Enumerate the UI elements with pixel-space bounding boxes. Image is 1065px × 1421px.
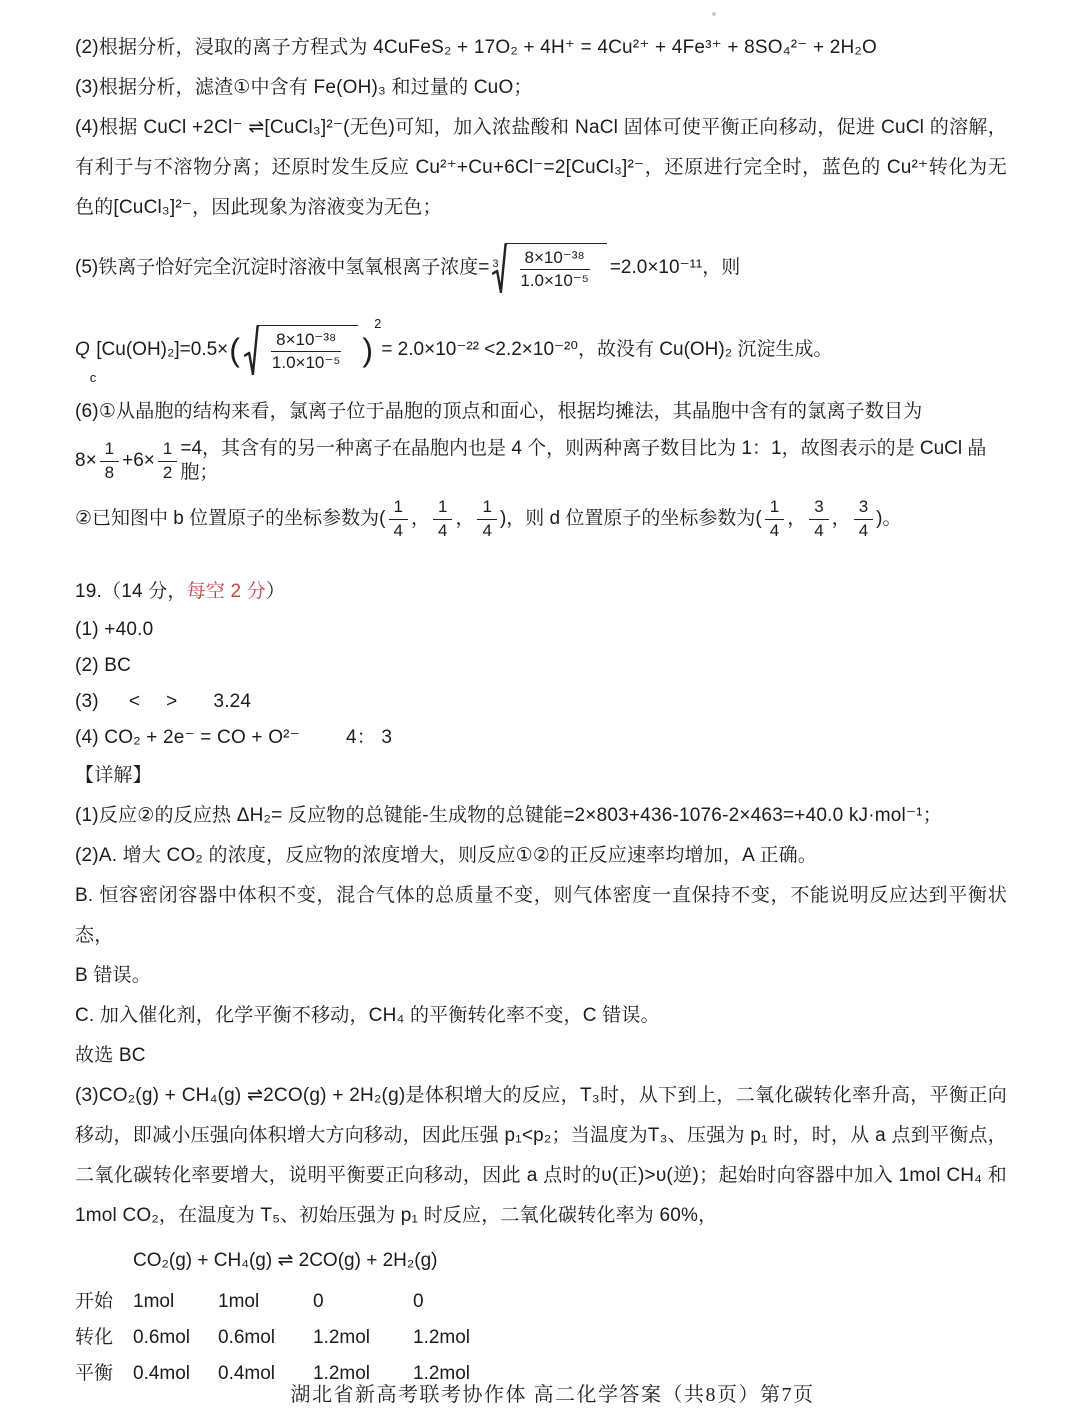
coordinate-fraction-d3: [854, 497, 873, 541]
row-label: 转化: [75, 1327, 114, 1348]
qc-symbol: Q: [75, 339, 90, 361]
q18-part3-answer: (3)根据分析，滤渣①中含有 Fe(OH)₃ 和过量的 CuO；: [75, 77, 533, 98]
coordinate-fraction-d1: [765, 497, 784, 541]
fraction-numerator: 3: [809, 497, 828, 519]
fraction-denominator: 4: [769, 520, 780, 540]
fraction-denominator: 2: [162, 462, 173, 482]
ice-equation: CO₂(g) + CH₄(g) ⇌ 2CO(g) + 2H₂(g): [133, 1250, 438, 1271]
q18-part5-qc-line: [75, 308, 1007, 392]
scan-artifact-dot: [712, 12, 716, 16]
fraction-numerator: 1: [433, 497, 452, 519]
table-row-start: [75, 1284, 1007, 1320]
cell: 1.2mol: [313, 1363, 371, 1384]
cell: 1.2mol: [413, 1363, 471, 1384]
q18-part4-answer: (4)根据 CuCl +2Cl⁻ ⇌[CuCl₃]²⁻(无色)可知，加入浓盐酸和 NaCl 固体可使平衡正向移动，促进 CuCl 的溶解，有利于与不溶物分离；还原时发生反应 Cu²⁺+Cu+6Cl⁻=2[CuCl₃]²⁻，还原进行完全时，蓝色的 Cu²⁺转化为无色的[CuCl₃]²⁻，因此现象为溶液变为无色；: [75, 117, 1007, 218]
coordinate-fraction-d2: [809, 497, 828, 541]
q19-detail-2b-cont: B 错误。: [75, 965, 151, 986]
power-exponent: 2: [374, 316, 382, 331]
q18-part6-line2: [75, 432, 1007, 490]
cell: 0.4mol: [133, 1363, 191, 1384]
row-label: 开始: [75, 1291, 114, 1312]
part5-text-after: =2.0×10⁻¹¹，则: [609, 257, 741, 279]
q19-heading-close: ）: [265, 581, 286, 602]
fraction: [267, 330, 346, 374]
radicand: [259, 325, 359, 376]
fraction: [100, 439, 119, 483]
answers-content: [75, 28, 1007, 1392]
fraction-denominator: 4: [393, 520, 403, 540]
ice-table: [75, 1238, 1007, 1392]
qc-text-after: = 2.0×10⁻²² <2.2×10⁻²⁰，故没有 Cu(OH)₂ 沉淀生成。: [381, 339, 833, 361]
close-paren: ): [362, 332, 374, 368]
answer-3-value: 3.24: [213, 691, 252, 712]
text-segment: =4，其含有的另一种离子在晶胞内也是 4 个，则两种离子数目比为 1：1，故图表示的是 CuCl 晶胞；: [180, 438, 987, 483]
q19-detail-2c: C. 加入催化剂，化学平衡不移动，CH₄ 的平衡转化率不变，C 错误。: [75, 1005, 660, 1026]
fraction-denominator: 4: [437, 520, 448, 540]
fraction-numerator: 1: [389, 497, 408, 519]
cube-root-expression: [492, 243, 607, 294]
text-segment: +6×: [122, 450, 155, 472]
radical-sign-icon: [244, 325, 259, 376]
q19-detail-2b: B. 恒容密闭容器中体积不变，混合气体的总质量不变，则气体密度一直保持不变，不能说明反应达到平衡状态，: [75, 885, 1007, 946]
text-segment: ②已知图中 b 位置原子的坐标参数为(: [75, 508, 386, 530]
q18-part6-line1: (6)①从晶胞的结构来看，氯离子位于晶胞的顶点和面心，根据均摊法，其晶胞中含有的氯离子数目为: [75, 401, 923, 422]
separator: ，: [455, 508, 475, 530]
cell: 0.4mol: [218, 1363, 276, 1384]
fraction-numerator: 1: [765, 497, 784, 519]
answer-4-ratio: 4： 3: [345, 727, 393, 748]
fraction-denominator: 8: [104, 462, 115, 482]
q19-detail-2a: (2)A. 增大 CO₂ 的浓度，反应物的浓度增大，则反应①②的正反应速率均增加，A 正确。: [75, 845, 818, 866]
answer-3-lt: <: [128, 691, 141, 712]
answer-4-equation: (4) CO₂ + 2e⁻ = CO + O²⁻: [75, 727, 300, 748]
cell: 1mol: [218, 1291, 260, 1312]
fraction-numerator: 1: [100, 439, 119, 461]
separator: ，: [787, 508, 807, 530]
text-segment: )。: [876, 508, 902, 530]
fraction-numerator: 8×10⁻³⁸: [520, 248, 590, 270]
text-segment: 8×: [75, 450, 97, 472]
answer-3-label: (3): [75, 691, 99, 712]
cell: 0: [313, 1291, 324, 1312]
answer-3-gt: >: [166, 691, 178, 712]
table-row-change: [75, 1320, 1007, 1356]
q19-answer-1: (1) +40.0: [75, 619, 154, 640]
q19-points-note: 每空 2 分: [186, 581, 266, 602]
fraction-denominator: 1.0×10⁻⁵: [271, 353, 341, 372]
coordinate-fraction-b1: [389, 497, 408, 541]
coordinate-fraction-b2: [433, 497, 452, 541]
q19-heading: [75, 572, 1007, 612]
q19-detail-2d: 故选 BC: [75, 1045, 146, 1066]
cell: 0.6mol: [133, 1327, 191, 1348]
fraction-denominator: 4: [858, 520, 869, 540]
fraction-numerator: 8×10⁻³⁸: [271, 330, 341, 352]
square-root-expression: [244, 325, 359, 376]
detail-label: 【详解】: [75, 765, 152, 786]
radicand: [507, 243, 607, 294]
part5-text-before: (5)铁离子恰好完全沉淀时溶液中氢氧根离子浓度=: [75, 257, 490, 279]
text-segment: )，则 d 位置原子的坐标参数为(: [499, 508, 762, 530]
qc-subscript: c: [89, 369, 97, 385]
cell: 1mol: [133, 1291, 175, 1312]
q19-answer-3: [75, 684, 1007, 720]
open-paren: (: [229, 332, 240, 368]
q19-answer-4: [75, 720, 1007, 756]
q18-part6-line3: [75, 490, 1007, 548]
cell: 1.2mol: [413, 1327, 471, 1348]
cell: 0.6mol: [218, 1327, 276, 1348]
fraction-denominator: 4: [814, 520, 824, 540]
cell: 1.2mol: [313, 1327, 371, 1348]
coordinate-fraction-b3: [477, 497, 496, 541]
q18-part2-answer: (2)根据分析，浸取的离子方程式为 4CuFeS₂ + 17O₂ + 4H⁺ = 4Cu²⁺ + 4Fe³⁺ + 8SO₄²⁻ + 2H₂O: [75, 37, 877, 58]
cell: 0: [413, 1291, 424, 1312]
fraction-numerator: 1: [158, 439, 177, 461]
page-footer: 湖北省新高考联考协作体 高二化学答案（共8页）第7页: [290, 1384, 815, 1406]
q18-part5-answer: [75, 228, 1007, 308]
separator: ，: [831, 508, 851, 530]
separator: ，: [410, 508, 430, 530]
row-label: 平衡: [75, 1363, 114, 1384]
fraction-numerator: 1: [477, 497, 496, 519]
qc-text-before: [Cu(OH)₂]=0.5×: [96, 339, 229, 361]
q19-detail-3: (3)CO₂(g) + CH₄(g) ⇌2CO(g) + 2H₂(g)是体积增大的反应，T₃时，从下到上，二氧化碳转化率升高，平衡正向移动，即减小压强向体积增大方向移动，因此压强 p₁<p₂；当温度为T₃、压强为 p₁ 时，时，从 a 点到平衡点，二氧化碳转化率要增大，说明平衡要正向移动，因此 a 点时的υ(正)>υ(逆)；起始时向容器中加入 1mol CH₄ 和 1mol CO₂，在温度为 T₅、初始压强为 p₁ 时反应，二氧化碳转化率为 60%，: [75, 1085, 1007, 1226]
q19-number-points: 19.（14 分，: [75, 581, 187, 602]
root-index: 3: [492, 257, 499, 270]
fraction: [158, 439, 177, 483]
fraction-denominator: 4: [482, 520, 492, 540]
q19-detail-1: (1)反应②的反应热 ΔH₂= 反应物的总键能-生成物的总键能=2×803+436-1076-2×463=+40.0 kJ·mol⁻¹；: [75, 805, 942, 826]
fraction-denominator: 1.0×10⁻⁵: [520, 271, 589, 290]
fraction-numerator: 3: [854, 497, 873, 519]
fraction: [515, 248, 594, 292]
q19-answer-2: (2) BC: [75, 655, 132, 676]
